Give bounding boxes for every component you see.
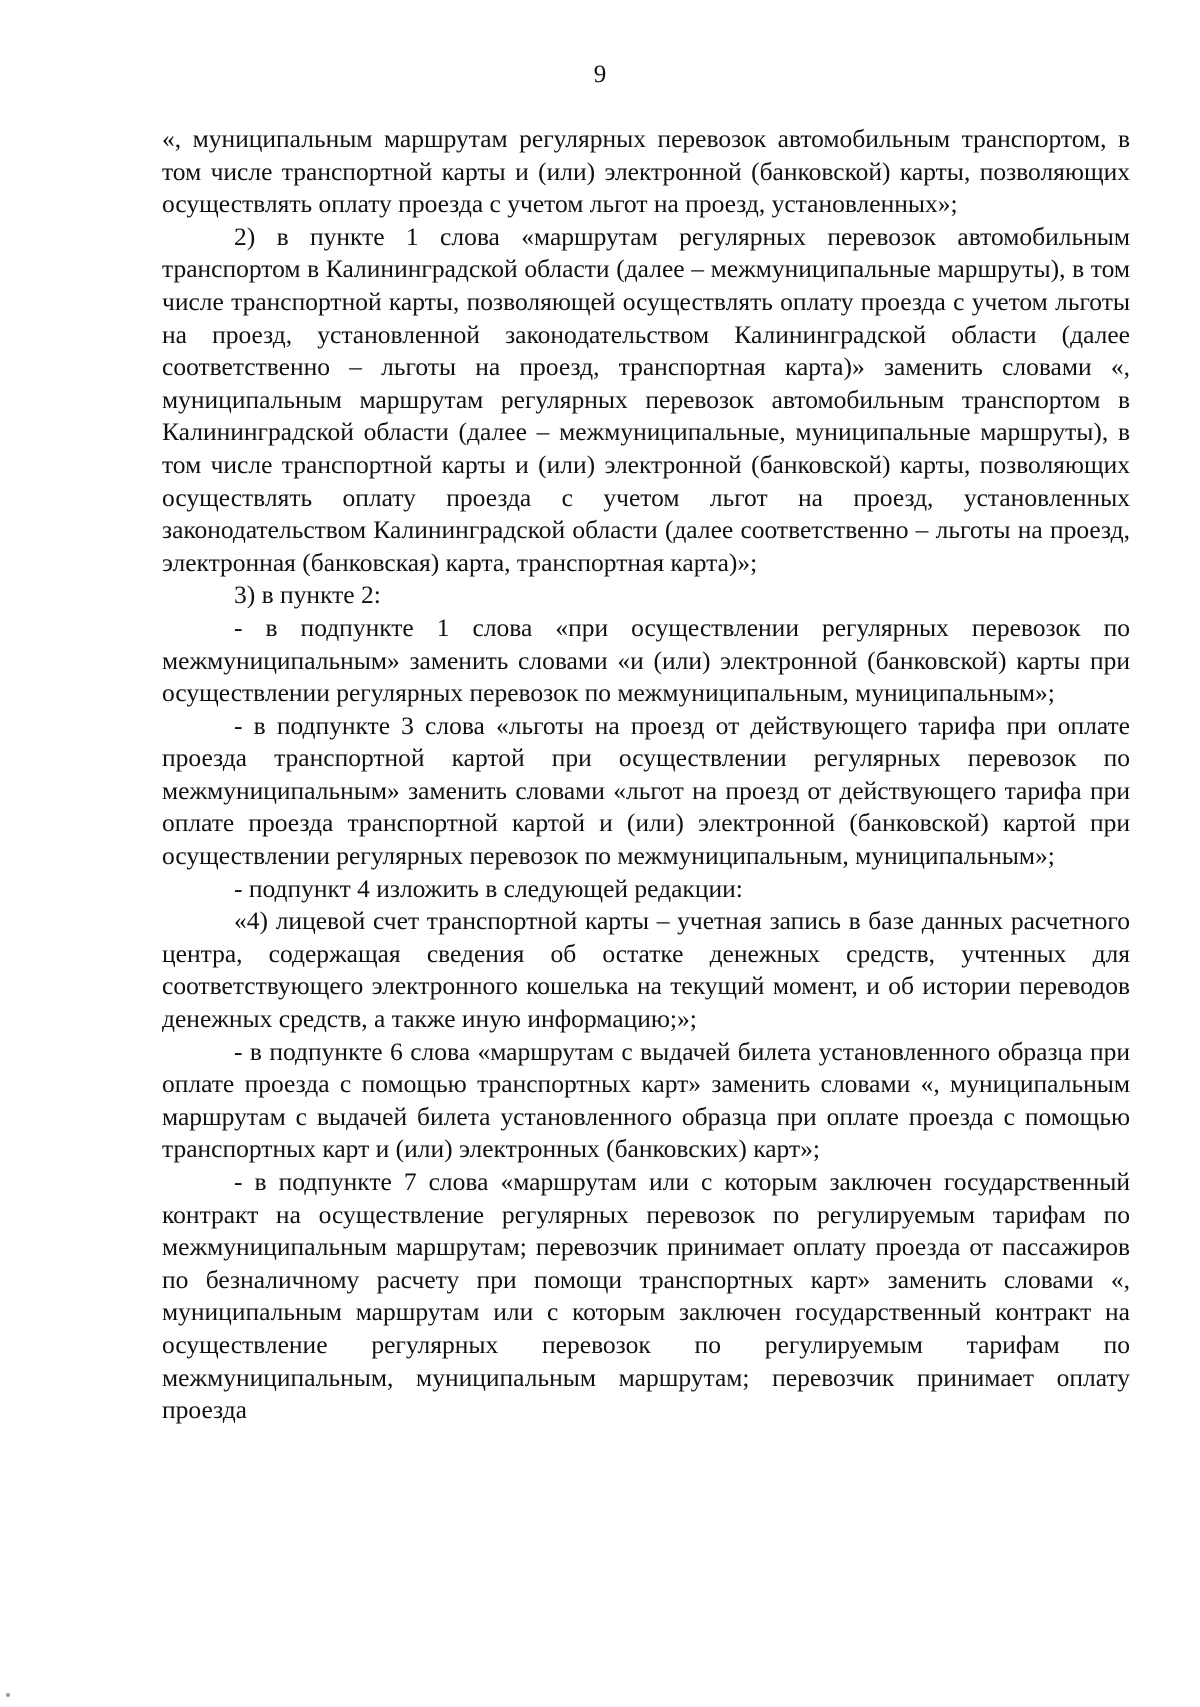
- paragraph-subitem-4-text: «4) лицевой счет транспортной карты – учетная запись в базе данных расчетного центра, содержащая сведения об остатке денежных средств, учтенных для соответствующего электронного кошелька на текущий момент, и об истории переводов денежных средств, а также иную информацию;»;: [162, 906, 1130, 1034]
- paragraph-subitem-3: - в подпункте 3 слова «льготы на проезд от действующего тарифа при оплате проезда транспортной картой при осуществлении регулярных перевозок по межмуниципальным» заменить словами «льгот на проезд от действующего тарифа при оплате проезда транспортной картой и (или) электронной (банковской) картой при осуществлении регулярных перевозок по межмуниципальным, муниципальным»;: [162, 710, 1130, 871]
- document-body: [162, 123, 1130, 1427]
- paragraph-item-2: 2) в пункте 1 слова «маршрутам регулярных перевозок автомобильным транспортом в Калининградской области (далее – межмуниципальные маршруты), в том числе транспортной карты, позволяющей осуществлять оплату проезда с учетом льготы на проезд, установленной законодательством Калининградской области (далее соответственно – льготы на проезд, транспортная карта)» заменить словами «, муниципальным маршрутам регулярных перевозок автомобильным транспортом в Калининградской области (далее – межмуниципальные, муниципальные маршруты), в том числе транспортной карты и (или) электронной (банковской) карты, позволяющих осуществлять оплату проезда с учетом льгот на проезд, установленных законодательством Калининградской области (далее соответственно – льготы на проезд, электронная (банковская) карта, транспортная карта)»;: [162, 221, 1130, 577]
- paragraph-subitem-7: - в подпункте 7 слова «маршрутам или с которым заключен государственный контракт на осуществление регулярных перевозок по регулируемым тарифам по межмуниципальным маршрутам; перевозчик принимает оплату проезда от пассажиров по безналичному расчету при помощи транспортных карт» заменить словами «, муниципальным маршрутам или с которым заключен государственный контракт на осуществление регулярных перевозок по регулируемым тарифам по межмуниципальным, муниципальным маршрутам; перевозчик принимает оплату проезда: [162, 1167, 1130, 1425]
- paragraph-item-3: 3) в пункте 2:: [234, 580, 381, 610]
- paragraph-subitem-4-intro: - подпункт 4 изложить в следующей редакции:: [234, 873, 743, 903]
- scan-artifact: [6, 1693, 10, 1697]
- page-number: 9: [593, 61, 607, 88]
- paragraph-continuation: «, муниципальным маршрутам регулярных перевозок автомобильным транспортом, в том числе транспортной карты и (или) электронной (банковской) карты, позволяющих осуществлять оплату проезда с учетом льгот на проезд, установленных»;: [162, 124, 1130, 219]
- paragraph-subitem-1: - в подпункте 1 слова «при осуществлении регулярных перевозок по межмуниципальным» заменить словами «и (или) электронной (банковской) карты при осуществлении регулярных перевозок по межмуниципальным, муниципальным»;: [162, 612, 1130, 708]
- paragraph-subitem-6: - в подпункте 6 слова «маршрутам с выдачей билета установленного образца при оплате проезда с помощью транспортных карт» заменить словами «, муниципальным маршрутам с выдачей билета установленного образца при оплате проезда с помощью транспортных карт и (или) электронных (банковских) карт»;: [162, 1036, 1130, 1164]
